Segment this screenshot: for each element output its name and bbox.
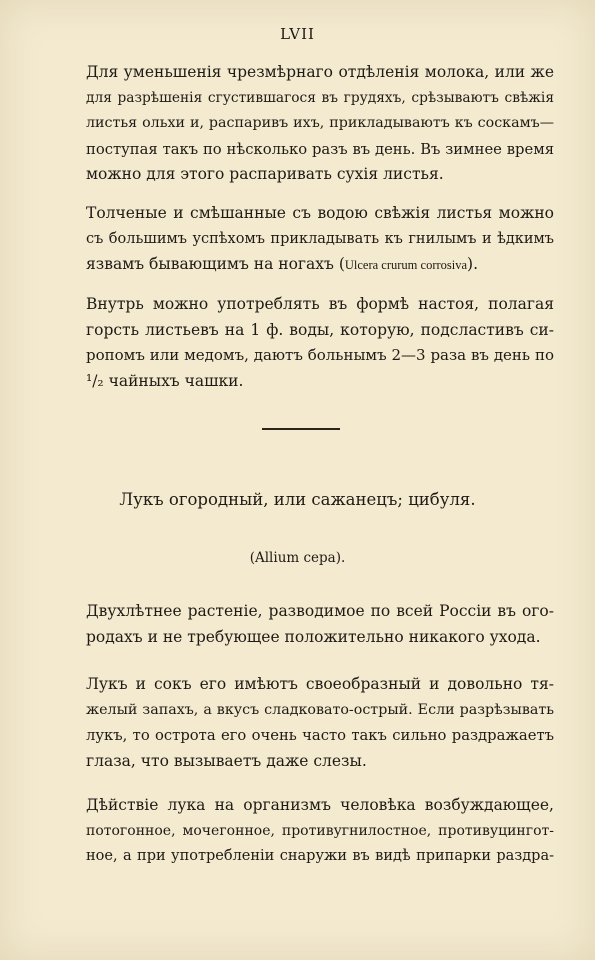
text-line: съ большимъ успѣхомъ прикладывать къ гнилымъ и ѣдкимъ [86, 230, 554, 247]
paragraph-plant-description [86, 599, 554, 650]
section-divider [262, 428, 340, 430]
text-fragment: язвамъ бывающимъ на ногахъ ( [86, 255, 345, 273]
paragraph-ulcers [86, 201, 554, 279]
text-line: глаза, что вызываетъ даже слезы. [86, 751, 367, 770]
page-number: LVII [280, 25, 315, 43]
text-line: Лукъ и сокъ его имѣютъ своеобразный и довольно тя- [86, 675, 554, 693]
text-line: Дѣйствіе лука на организмъ человѣка возбуждающее, [86, 796, 554, 814]
text-fragment: ). [467, 255, 479, 273]
paragraph-smell-taste [86, 672, 554, 774]
text-line: Двухлѣтнее растеніе, разводимое по всей Россіи въ ого- [86, 602, 554, 620]
text-line: Для уменьшенія чрезмѣрнаго отдѣленія молока, или же [86, 63, 554, 81]
paragraph-effect [86, 793, 554, 870]
text-line: ное, а при употребленіи снаружи въ видѣ припарки раздра- [86, 848, 554, 864]
paragraph-milk-reduction [86, 60, 554, 188]
text-line: Внутрь можно употреблять въ формѣ настоя, полагая [86, 295, 554, 313]
text-line: листья ольхи и, распаривъ ихъ, прикладываютъ къ соскамъ— [86, 115, 554, 131]
text-line: ¹/₂ чайныхъ чашки. [86, 371, 244, 390]
text-line: желый запахъ, а вкусъ сладковато-острый. Если разрѣзывать [86, 701, 554, 718]
text-line: Толченые и смѣшанные съ водою свѣжія листья можно [86, 204, 554, 222]
latin-term: Ulcera crurum corrosiva [344, 258, 468, 272]
text-line: ропомъ или медомъ, даютъ больнымъ 2—3 раза въ день по [86, 346, 554, 364]
text-line: можно для этого распаривать сухія листья. [86, 165, 444, 183]
section-heading: Лукъ огородный, или сажанецъ; цибуля. [119, 490, 476, 509]
text-line: родахъ и не требующее положительно никакого ухода. [86, 627, 541, 646]
section-latin-name: (Allium cepa). [249, 550, 346, 566]
text-line: горсть листьевъ на 1 ф. воды, которую, подсластивъ си- [86, 320, 554, 339]
text-line: для разрѣшенія сгустившагося въ грудяхъ, срѣзываютъ свѣжія [86, 89, 554, 106]
text-line: лукъ, то острота его очень часто такъ сильно раздражаетъ [86, 727, 554, 744]
paragraph-internal-use [86, 292, 554, 394]
text-line: потогонное, мочегонное, противугнилостное, противуцингот- [86, 822, 554, 839]
text-line [86, 252, 554, 279]
text-line: поступая такъ по нѣсколько разъ въ день. Въ зимнее время [86, 140, 554, 158]
